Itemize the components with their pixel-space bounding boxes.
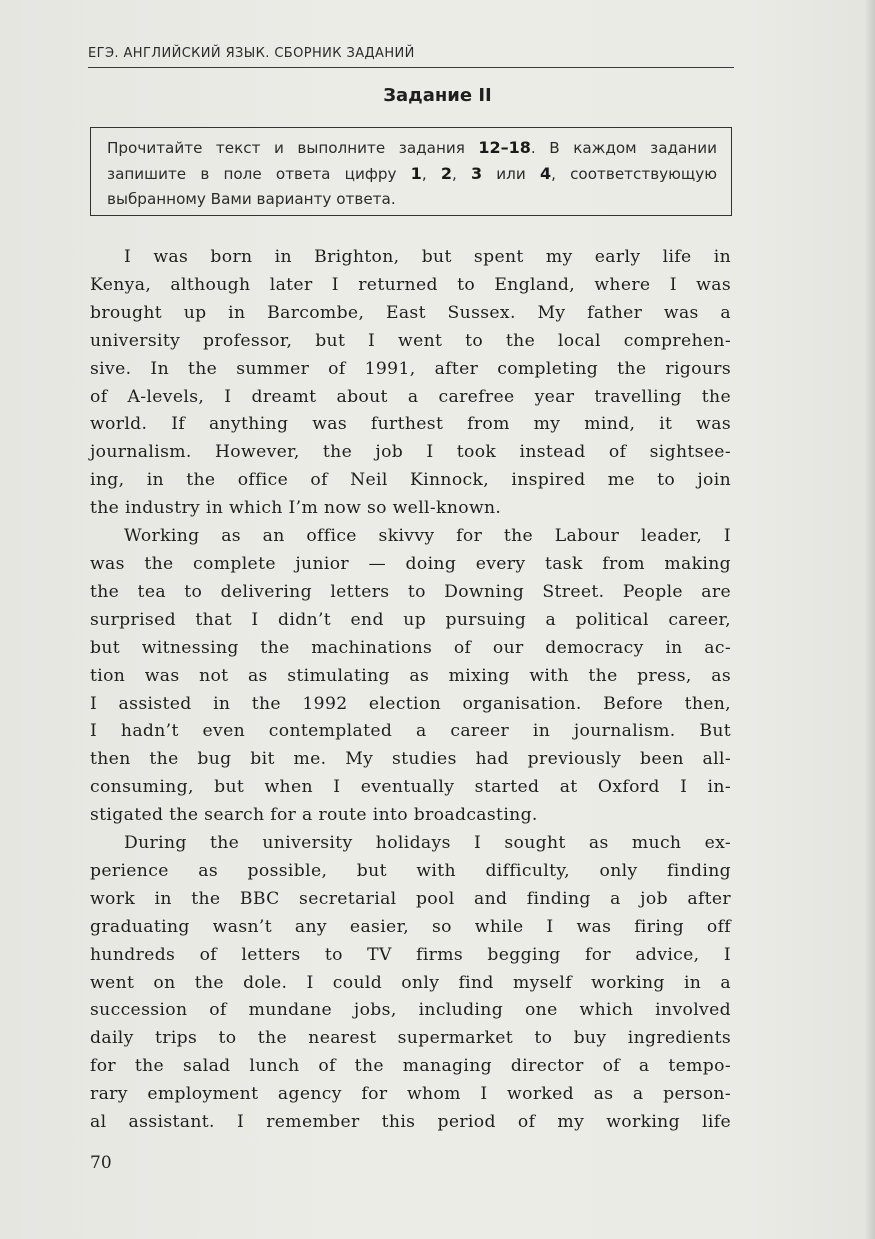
text-line: Kenya, although later I returned to England, where I was	[90, 274, 731, 295]
text-line: rary employment agency for whom I worked as a person-	[90, 1084, 731, 1105]
instruction-text-4: , соответствующую выбранному Вами варианту ответа.	[107, 165, 718, 208]
page-edge-shadow	[865, 0, 875, 1239]
text-line: al assistant. I remember this period of my working life	[90, 1112, 731, 1133]
text-line: brought up in Barcombe, East Sussex. My father was a	[90, 302, 731, 323]
text-line: During the university holidays I sought as much ex-	[124, 833, 731, 854]
instruction-task-range: 12–18	[478, 138, 531, 157]
reading-text	[90, 244, 731, 1137]
text-line: world. If anything was furthest from my mind, it was	[90, 414, 731, 435]
instruction-digit-1: 1	[410, 164, 422, 183]
text-line: university professor, but I went to the local comprehen-	[90, 330, 731, 351]
running-header: ЕГЭ. АНГЛИЙСКИЙ ЯЗЫК. СБОРНИК ЗАДАНИЙ	[88, 46, 415, 61]
text-line: but witnessing the machinations of our democracy in ac-	[90, 637, 731, 658]
text-line: stigated the search for a route into broadcasting.	[90, 805, 538, 826]
header-divider	[88, 67, 734, 68]
paragraph-3	[90, 830, 731, 1137]
instruction-digit-3: 3	[470, 164, 483, 183]
text-line: for the salad lunch of the managing director of a tempo-	[90, 1056, 731, 1077]
text-line: sive. In the summer of 1991, after completing the rigours	[90, 358, 731, 379]
text-line: went on the dole. I could only find myself working in a	[90, 972, 731, 993]
text-line: journalism. However, the job I took instead of sightsee-	[90, 442, 731, 463]
text-line: then the bug bit me. My studies had previously been all-	[90, 749, 731, 770]
text-line: I hadn’t even contemplated a career in journalism. But	[90, 721, 731, 742]
page-number: 70	[90, 1153, 112, 1173]
text-line: surprised that I didn’t end up pursuing a political career,	[90, 609, 731, 630]
text-line: was the complete junior — doing every task from making	[90, 553, 731, 574]
instruction-text-1: Прочитайте текст и выполните задания	[107, 139, 479, 157]
text-line: ing, in the office of Neil Kinnock, inspired me to join	[90, 470, 731, 491]
instruction-text-3: или	[482, 165, 540, 183]
instruction-sep-2: ,	[451, 165, 471, 183]
text-line: succession of mundane jobs, including one which involved	[90, 1000, 731, 1021]
text-line: consuming, but when I eventually started at Oxford I in-	[90, 777, 731, 798]
paragraph-1	[90, 244, 731, 523]
text-line: the tea to delivering letters to Downing Street. People are	[90, 581, 731, 602]
text-line: I assisted in the 1992 election organisation. Before then,	[90, 693, 731, 714]
text-line: graduating wasn’t any easier, so while I was firing off	[90, 916, 731, 937]
text-line: the industry in which I’m now so well-known.	[90, 498, 502, 519]
text-line: hundreds of letters to TV firms begging for advice, I	[90, 944, 731, 965]
text-line: work in the BBC secretarial pool and finding a job after	[90, 888, 731, 909]
text-line: tion was not as stimulating as mixing with the press, as	[90, 665, 731, 686]
instruction-box	[90, 127, 732, 216]
task-title: Задание II	[383, 85, 492, 106]
text-line: Working as an office skivvy for the Labour leader, I	[124, 526, 731, 547]
paragraph-2	[90, 523, 731, 830]
instruction-sep-1: ,	[421, 165, 441, 183]
instruction-digit-4: 4	[539, 164, 552, 183]
instruction-digit-2: 2	[440, 164, 452, 183]
text-line: perience as possible, but with difficulty, only finding	[90, 860, 731, 881]
text-line: I was born in Brighton, but spent my early life in	[124, 247, 731, 267]
text-line: of A-levels, I dreamt about a carefree year travelling the	[90, 386, 731, 407]
instruction-text-2: . В каждом задании запишите в поле ответа цифру	[107, 139, 717, 183]
text-line: daily trips to the nearest supermarket to buy ingredients	[90, 1028, 731, 1049]
